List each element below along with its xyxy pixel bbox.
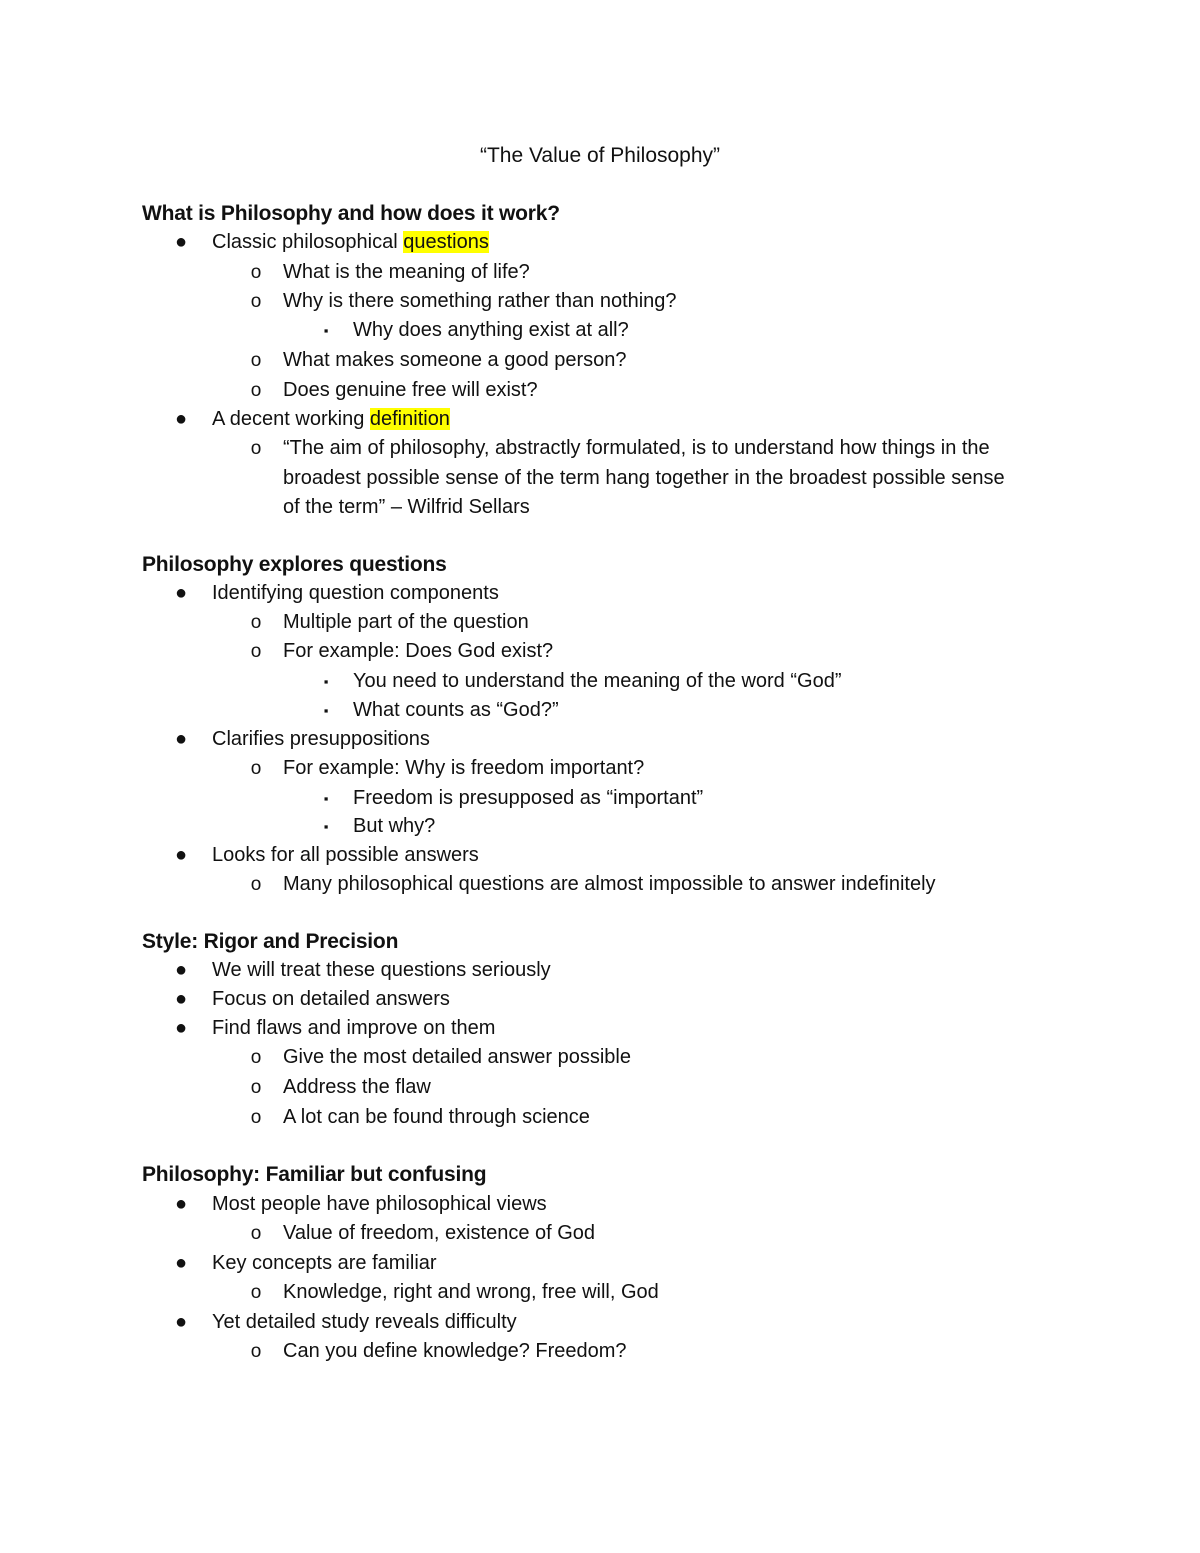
list-item-level2 xyxy=(283,287,677,316)
highlighted-term: questions xyxy=(403,231,489,253)
bullet-disc-icon: ● xyxy=(174,1252,188,1274)
list-item-text: Knowledge, right and wrong, free will, God xyxy=(283,1281,659,1303)
list-item-continuation xyxy=(283,464,1005,493)
list-item-level2 xyxy=(283,870,936,899)
list-item-level1 xyxy=(212,405,450,434)
list-item-text: Identifying question components xyxy=(212,582,499,604)
list-item-level2 xyxy=(283,754,644,783)
list-item-level2 xyxy=(283,1219,595,1248)
list-item-level1 xyxy=(212,1014,495,1043)
bullet-circle-icon: o xyxy=(250,758,262,779)
bullet-circle-icon: o xyxy=(250,262,262,283)
list-item-text: Why does anything exist at all? xyxy=(353,319,629,341)
list-item-level1 xyxy=(212,579,499,608)
bullet-square-icon: ▪ xyxy=(323,674,329,689)
document-title: “The Value of Philosophy” xyxy=(479,144,721,167)
list-item-text: You need to understand the meaning of the word “God” xyxy=(353,670,842,692)
list-item-level2 xyxy=(283,1043,631,1072)
bullet-square-icon: ▪ xyxy=(323,323,329,338)
section-heading: Philosophy explores questions xyxy=(142,553,447,576)
list-item-text: Find flaws and improve on them xyxy=(212,1017,496,1039)
list-item-text: Clarifies presuppositions xyxy=(212,728,430,750)
list-item-text: Address the flaw xyxy=(283,1076,431,1098)
list-item-level2 xyxy=(283,1337,627,1366)
bullet-square-icon: ▪ xyxy=(323,791,329,806)
list-item-level2 xyxy=(283,1278,659,1307)
list-item-text: Most people have philosophical views xyxy=(212,1193,547,1215)
list-item-level2 xyxy=(283,258,530,287)
bullet-disc-icon: ● xyxy=(174,1193,188,1215)
list-item-level3 xyxy=(353,812,435,841)
bullet-square-icon: ▪ xyxy=(323,703,329,718)
bullet-disc-icon: ● xyxy=(174,582,188,604)
list-item-level1 xyxy=(212,228,489,257)
list-item-level1 xyxy=(212,725,430,754)
bullet-circle-icon: o xyxy=(250,1282,262,1303)
list-item-level2 xyxy=(283,376,538,405)
bullet-circle-icon: o xyxy=(250,1047,262,1068)
bullet-circle-icon: o xyxy=(250,380,262,401)
bullet-circle-icon: o xyxy=(250,350,262,371)
list-item-text: We will treat these questions seriously xyxy=(212,959,551,981)
list-item-text: Can you define knowledge? Freedom? xyxy=(283,1340,627,1362)
list-item-text: A lot can be found through science xyxy=(283,1106,590,1128)
bullet-circle-icon: o xyxy=(250,641,262,662)
bullet-disc-icon: ● xyxy=(174,728,188,750)
list-item-text: Freedom is presupposed as “important” xyxy=(353,787,704,809)
bullet-circle-icon: o xyxy=(250,438,262,459)
list-item-text: But why? xyxy=(353,815,436,837)
list-item-text: Value of freedom, existence of God xyxy=(283,1222,596,1244)
list-item-level3 xyxy=(353,316,629,345)
list-item-text: Yet detailed study reveals difficulty xyxy=(212,1311,517,1333)
list-item-text: What is the meaning of life? xyxy=(283,261,530,283)
bullet-disc-icon: ● xyxy=(174,959,188,981)
list-item-level3 xyxy=(353,784,703,813)
bullet-circle-icon: o xyxy=(250,612,262,633)
list-item-text: Multiple part of the question xyxy=(283,611,529,633)
bullet-disc-icon: ● xyxy=(174,1017,188,1039)
list-item-text: “The aim of philosophy, abstractly formulated, is to understand how things in the xyxy=(283,437,990,459)
list-item-text: What makes someone a good person? xyxy=(283,349,627,371)
list-item-level2 xyxy=(283,1103,590,1132)
bullet-disc-icon: ● xyxy=(174,1311,188,1333)
bullet-disc-icon: ● xyxy=(174,231,188,253)
list-item-text: For example: Does God exist? xyxy=(283,640,554,662)
bullet-disc-icon: ● xyxy=(174,408,188,430)
list-item-level1 xyxy=(212,841,479,870)
bullet-disc-icon: ● xyxy=(174,844,188,866)
list-item-level1 xyxy=(212,985,450,1014)
section-heading: Philosophy: Familiar but confusing xyxy=(142,1163,487,1186)
list-item-text: For example: Why is freedom important? xyxy=(283,757,645,779)
list-item-level2 xyxy=(283,608,529,637)
list-item-level1 xyxy=(212,1190,547,1219)
bullet-circle-icon: o xyxy=(250,1077,262,1098)
bullet-circle-icon: o xyxy=(250,1107,262,1128)
list-item-text: of the term” – Wilfrid Sellars xyxy=(283,496,530,518)
list-item-text: Looks for all possible answers xyxy=(212,844,479,866)
bullet-square-icon: ▪ xyxy=(323,819,329,834)
list-item-text: Focus on detailed answers xyxy=(212,988,450,1010)
list-item-text: Key concepts are familiar xyxy=(212,1252,437,1274)
list-item-level2 xyxy=(283,637,553,666)
list-item-level2 xyxy=(283,434,990,463)
section-heading: Style: Rigor and Precision xyxy=(142,930,399,953)
list-item-text: broadest possible sense of the term hang together in the broadest possible sense xyxy=(283,467,1005,489)
bullet-circle-icon: o xyxy=(250,291,262,312)
list-item-level2 xyxy=(283,1073,431,1102)
list-item-continuation xyxy=(283,493,530,522)
list-item-text: Many philosophical questions are almost impossible to answer indefinitely xyxy=(283,873,936,895)
list-item-level1 xyxy=(212,1308,517,1337)
list-item-level2 xyxy=(283,346,627,375)
bullet-circle-icon: o xyxy=(250,1223,262,1244)
bullet-disc-icon: ● xyxy=(174,988,188,1010)
list-item-text: Does genuine free will exist? xyxy=(283,379,538,401)
list-item-text: Give the most detailed answer possible xyxy=(283,1046,631,1068)
list-item-level1 xyxy=(212,1249,437,1278)
list-item-level1 xyxy=(212,956,551,985)
section-heading: What is Philosophy and how does it work? xyxy=(142,202,560,225)
list-item-text: What counts as “God?” xyxy=(353,699,559,721)
list-item-text: Classic philosophical xyxy=(212,231,404,253)
highlighted-term: definition xyxy=(369,408,450,430)
bullet-circle-icon: o xyxy=(250,874,262,895)
list-item-text: A decent working xyxy=(212,408,370,430)
list-item-level3 xyxy=(353,696,559,725)
list-item-level3 xyxy=(353,667,842,696)
list-item-text: Why is there something rather than nothing? xyxy=(283,290,677,312)
bullet-circle-icon: o xyxy=(250,1341,262,1362)
